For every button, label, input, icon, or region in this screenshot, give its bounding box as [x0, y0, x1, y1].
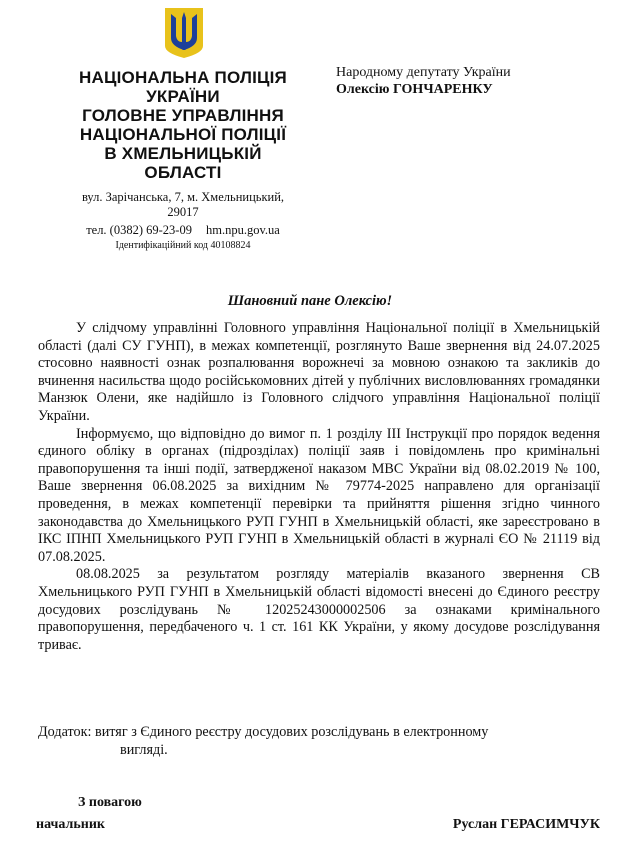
- addressee-title: Народному депутату України: [336, 65, 511, 80]
- signer-position: начальник: [36, 817, 105, 832]
- salutation: Шановний пане Олексію!: [227, 293, 393, 309]
- addressee-name: Олексію ГОНЧАРЕНКУ: [336, 82, 493, 97]
- trident-emblem-icon: [163, 6, 205, 60]
- org-title-line: НАЦІОНАЛЬНОЇ ПОЛІЦІЇ: [79, 125, 287, 144]
- org-title: [18, 68, 348, 182]
- org-address: [18, 190, 348, 220]
- closing-regards: З повагою: [78, 795, 142, 810]
- address-line: вул. Зарічанська, 7, м. Хмельницький,: [81, 190, 285, 204]
- letter-body: [38, 320, 600, 654]
- attachment-line: вигляді.: [120, 741, 168, 758]
- body-paragraph: Інформуємо, що відповідно до вимог п. 1 розділу ІІІ Інструкції про порядок ведення єдиного обліку в органах (підрозділах) поліції заяв і повідомлень про кримінальні правопорушення та інші події, затвердженої наказом МВС України від 08.02.2019 № 100, Ваше звернення 06.08.2025 за вихідним № 79774-2025 направлено для організації проведення, в межах компетенції перевірки та прийняття рішення згідно чинного законодавства до Хмельницького РУП ГУНП в Хмельницькій області, яке зареєстровано в ІКС ІПНП Хмельницького РУП ГУНП в Хмельницькій області в журналі ЄО № 21119 від 07.08.2025.: [38, 425, 600, 565]
- org-title-line: ОБЛАСТІ: [144, 163, 222, 182]
- org-phone: тел. (0382) 69-23-09: [86, 223, 192, 237]
- org-id-code: Ідентифікаційний код 40108824: [115, 240, 251, 251]
- org-header: [18, 68, 348, 252]
- org-title-line: В ХМЕЛЬНИЦЬКІЙ: [104, 144, 262, 163]
- attachment-note: [38, 724, 598, 759]
- org-title-line: НАЦІОНАЛЬНА ПОЛІЦІЯ: [79, 68, 287, 87]
- org-title-line: УКРАЇНИ: [146, 87, 220, 106]
- org-website[interactable]: hm.npu.gov.ua: [205, 223, 280, 237]
- attachment-line: Додаток: витяг з Єдиного реєстру досудових розслідувань в електронному: [38, 724, 489, 740]
- org-title-line: ГОЛОВНЕ УПРАВЛІННЯ: [82, 106, 284, 125]
- org-contacts: [18, 223, 348, 238]
- address-postcode: 29017: [167, 205, 199, 219]
- signer-name: Руслан ГЕРАСИМЧУК: [452, 817, 600, 832]
- body-paragraph: У слідчому управлінні Головного управління Національної поліції в Хмельницькій області (далі СУ ГУНП), в межах компетенції, розглянуто Ваше звернення від 24.07.2025 стосовно наявності ознак розпалювання ворожнечі за мовною ознакою та закликів до вчинення насильства щодо російськомовних дітей у публічних висловлюваннях громадянки Манзюк Олени, яке надійшло із Головного слідчого управління Національної поліції України.: [38, 320, 600, 424]
- body-paragraph: 08.08.2025 за результатом розгляду матеріалів вказаного звернення СВ Хмельницького РУП ГУНП в Хмельницькій області відомості внесені до Єдиного реєстру досудових розслідувань № 12025243000002506 за ознаками кримінального правопорушення, передбаченого ч. 1 ст. 161 КК України, у якому досудове розслідування триває.: [38, 566, 600, 653]
- addressee-block: [336, 64, 511, 98]
